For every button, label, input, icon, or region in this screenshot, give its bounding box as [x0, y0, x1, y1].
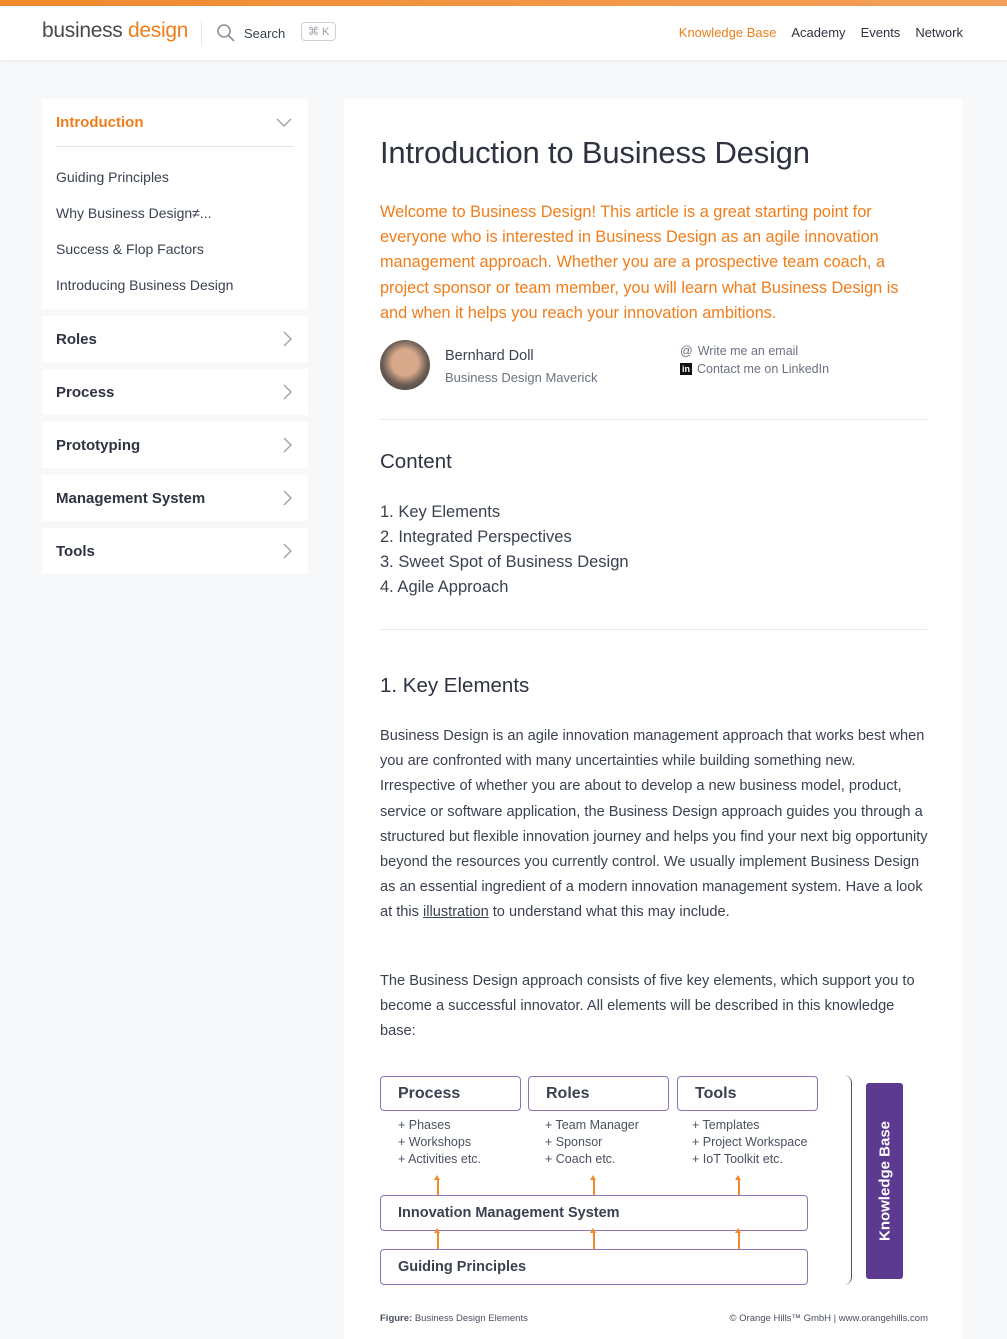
- toc-item[interactable]: 1. Key Elements: [380, 503, 501, 521]
- section-label: Introduction: [56, 114, 144, 131]
- search-button[interactable]: [216, 23, 285, 43]
- list-item: + Phases: [398, 1118, 451, 1132]
- sidebar-section-introduction: [42, 99, 308, 309]
- toc-item[interactable]: 4. Agile Approach: [380, 578, 509, 596]
- diagram-list: [692, 1117, 807, 1168]
- page-title: Introduction to Business Design: [380, 135, 810, 170]
- divider: [380, 629, 927, 630]
- email-link[interactable]: [680, 344, 798, 358]
- logo-text: business: [42, 19, 123, 42]
- diagram-box-guiding-principles: Guiding Principles: [380, 1249, 808, 1285]
- body-paragraph: The Business Design approach consists of five key elements, which support you to become a successful innovator. All elements will be described in this knowledge base:: [380, 973, 915, 1040]
- section-label: Management System: [56, 489, 206, 507]
- knowledge-base-bar: [866, 1083, 903, 1279]
- sidebar-section-management-system[interactable]: [42, 475, 308, 521]
- sidebar-section-prototyping[interactable]: [42, 422, 308, 468]
- nav-events[interactable]: Events: [860, 25, 901, 40]
- chevron-right-icon: [282, 331, 292, 347]
- section-label: Tools: [56, 542, 95, 560]
- bracket: [840, 1075, 852, 1285]
- header: [0, 6, 1007, 60]
- nav-knowledge-base[interactable]: Knowledge Base: [678, 25, 777, 40]
- arrow-up-icon: [437, 1179, 439, 1195]
- list-item: + Templates: [692, 1118, 760, 1132]
- chevron-right-icon: [282, 384, 292, 400]
- toc-item[interactable]: 3. Sweet Spot of Business Design: [380, 553, 629, 571]
- sidebar-toggle-introduction[interactable]: [42, 99, 308, 146]
- top-nav: [679, 25, 963, 40]
- logo[interactable]: [42, 19, 188, 43]
- caption-label: Figure:: [380, 1313, 413, 1324]
- lead-paragraph: Welcome to Business Design! This article is a great starting point for everyone who is interested in Business Design as an agile innovation management approach. Whether you are a prospective team coach, a project sponsor or team member, you will learn what Business Design is and when it helps you reach your innovation ambitions.: [380, 203, 899, 322]
- divider: [380, 419, 927, 420]
- diagram-list: [398, 1117, 481, 1168]
- key-elements-diagram: [380, 1075, 930, 1335]
- diagram-box-ims: Innovation Management System: [380, 1195, 808, 1231]
- table-of-contents: [380, 500, 629, 600]
- section-label: Roles: [56, 330, 97, 348]
- search-shortcut: ⌘ K: [301, 22, 336, 41]
- sidebar-section-roles[interactable]: [42, 316, 308, 362]
- sidebar-item-success-flop[interactable]: Success & Flop Factors: [56, 241, 204, 257]
- sidebar: [42, 99, 308, 581]
- author-name: Bernhard Doll: [445, 348, 534, 364]
- body-paragraph: [380, 724, 930, 926]
- diagram-box-roles: Roles: [528, 1076, 669, 1111]
- diagram-box-process: Process: [380, 1076, 521, 1111]
- at-icon: @: [680, 344, 693, 358]
- nav-network[interactable]: Network: [915, 25, 963, 40]
- email-label: Write me an email: [697, 344, 799, 358]
- search-label: Search: [244, 25, 286, 41]
- text: to understand what this may include.: [488, 904, 730, 921]
- diagram-box-tools: Tools: [677, 1076, 818, 1111]
- arrow-up-icon: [738, 1232, 740, 1249]
- list-item: + Activities etc.: [398, 1152, 482, 1166]
- divider: [201, 21, 202, 45]
- linkedin-link[interactable]: [680, 362, 829, 376]
- arrow-up-icon: [437, 1232, 439, 1249]
- logo-text-accent: design: [128, 19, 189, 42]
- author-role: Business Design Maverick: [445, 370, 598, 385]
- sidebar-item-guiding-principles[interactable]: Guiding Principles: [56, 169, 169, 185]
- diagram-list: [545, 1117, 639, 1168]
- list-item: + Sponsor: [545, 1135, 603, 1149]
- chevron-right-icon: [282, 437, 292, 453]
- article: [344, 99, 963, 1339]
- arrow-up-icon: [593, 1179, 595, 1195]
- chevron-right-icon: [282, 490, 292, 506]
- text: Business Design is an agile innovation management approach that works best when you are confronted with many uncertainties while building something new. Irrespective of whether you are about to develop a new business model, product, service or software application, the Business Design approach guides you through a structured but flexible innovation journey and helps you find your next big opportunity beyond the resources you currently control. We usually implement Business Design as an essential ingredient of a modern innovation management system. Have a look at this: [380, 728, 928, 921]
- sidebar-section-process[interactable]: [42, 369, 308, 415]
- chevron-right-icon: [282, 543, 292, 559]
- list-item: + Project Workspace: [692, 1135, 808, 1149]
- content-heading: Content: [380, 450, 452, 473]
- figure-caption: [380, 1313, 528, 1324]
- avatar: [380, 340, 430, 390]
- figure-credit: © Orange Hills™ GmbH | www.orangehills.com: [729, 1313, 928, 1324]
- linkedin-label: Contact me on LinkedIn: [697, 362, 830, 376]
- toc-item[interactable]: 2. Integrated Perspectives: [380, 528, 572, 546]
- illustration-link[interactable]: illustration: [423, 904, 489, 921]
- sidebar-item-why-business-design[interactable]: Why Business Design≠...: [56, 205, 212, 221]
- list-item: + IoT Toolkit etc.: [692, 1152, 783, 1166]
- sidebar-item-introducing[interactable]: Introducing Business Design: [56, 277, 234, 293]
- section-heading: 1. Key Elements: [380, 674, 530, 697]
- caption-text: Business Design Elements: [414, 1313, 528, 1324]
- chevron-down-icon: [276, 118, 292, 128]
- section-label: Process: [56, 383, 115, 401]
- list-item: + Team Manager: [545, 1118, 639, 1132]
- section-label: Prototyping: [56, 436, 141, 454]
- arrow-up-icon: [593, 1232, 595, 1249]
- search-icon: [216, 23, 236, 43]
- list-item: + Coach etc.: [545, 1152, 616, 1166]
- list-item: + Workshops: [398, 1135, 472, 1149]
- knowledge-base-label: Knowledge Base: [876, 1120, 893, 1242]
- arrow-up-icon: [738, 1179, 740, 1195]
- nav-academy[interactable]: Academy: [791, 25, 846, 40]
- linkedin-icon: in: [682, 364, 690, 374]
- sidebar-section-tools[interactable]: [42, 528, 308, 574]
